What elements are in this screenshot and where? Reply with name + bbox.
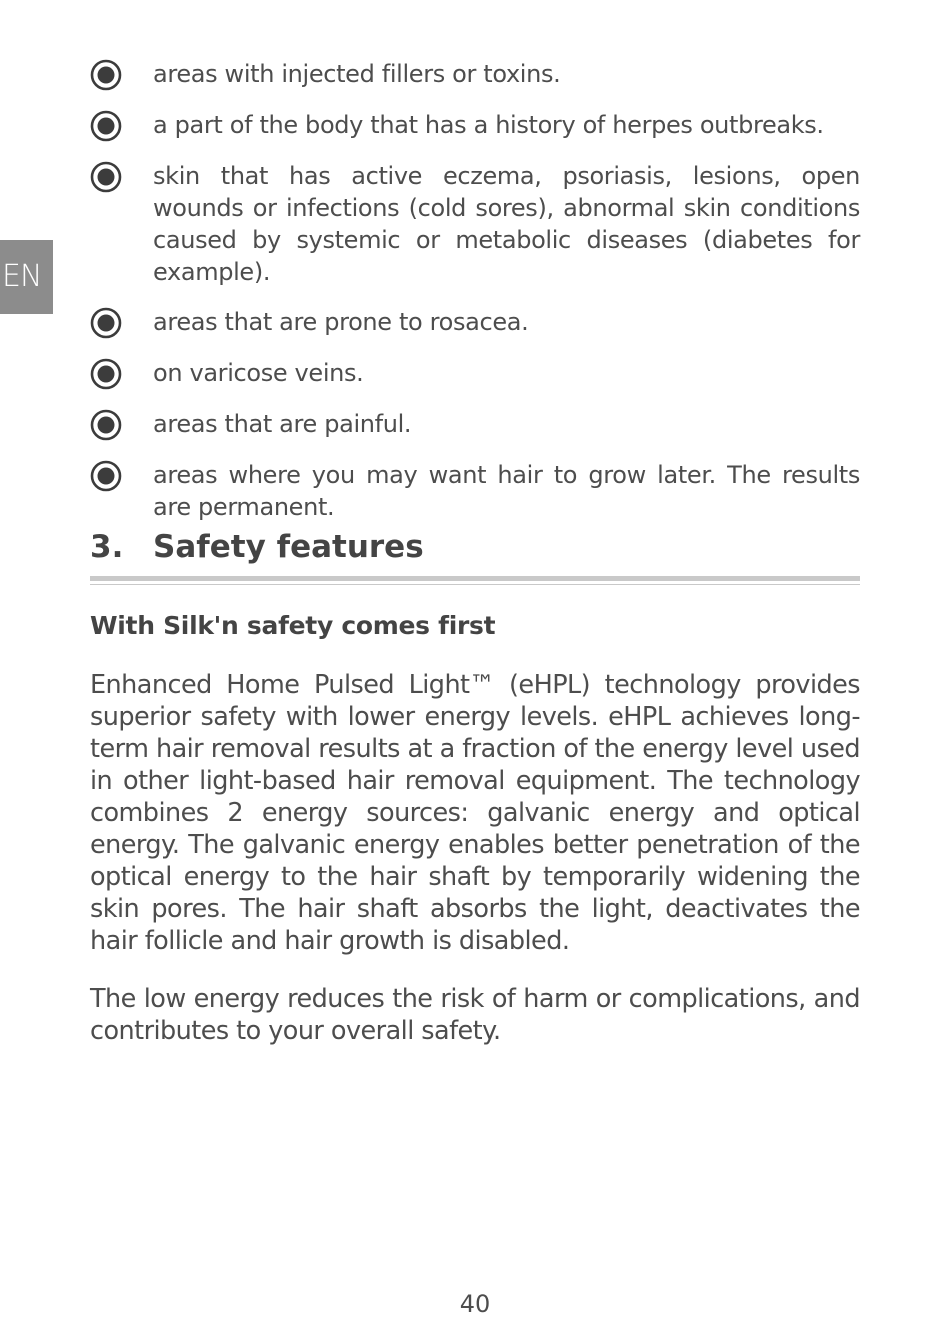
bullet-text: areas where you may want hair to grow later. The results are permanent. — [153, 461, 860, 521]
bullet-text: skin that has active eczema, psoriasis, lesions, open wounds or infections (cold sores), abnormal skin conditions caused by systemic or metabolic diseases (diabetes for example). — [153, 162, 860, 286]
body-paragraph: The low energy reduces the risk of harm or complications, and contributes to your overall safety. — [90, 984, 860, 1046]
list-item — [90, 408, 860, 441]
bullet-text: areas with injected fillers or toxins. — [153, 60, 561, 88]
bullet-list — [90, 58, 860, 541]
bullet-text: areas that are painful. — [153, 410, 412, 438]
bullet-text: a part of the body that has a history of herpes outbreaks. — [153, 111, 824, 139]
page-number: 40 — [459, 1290, 491, 1318]
radio-dot-icon — [90, 110, 122, 142]
list-item — [90, 459, 860, 523]
radio-dot-icon — [90, 307, 122, 339]
body-paragraph: Enhanced Home Pulsed Light™ (eHPL) technology provides superior safety with lower energy levels. eHPL achieves long-term hair removal results at a fraction of the energy level used in other light-based hair removal equipment. The technology combines 2 energy sources: galvanic energy and optical energy. The galvanic energy enables better penetration of the optical energy to the hair shaft by temporarily widening the skin pores. The hair shaft absorbs the light, deactivates the hair follicle and hair growth is disabled. — [90, 670, 860, 956]
subheading: With Silk'n safety comes first — [90, 611, 496, 640]
section-divider-thick — [90, 576, 860, 581]
list-item — [90, 357, 860, 390]
section-title: Safety features — [153, 529, 424, 565]
radio-dot-icon — [90, 409, 122, 441]
list-item — [90, 109, 860, 142]
radio-dot-icon — [90, 460, 122, 492]
list-item — [90, 58, 860, 91]
list-item — [90, 306, 860, 339]
bullet-text: on varicose veins. — [153, 359, 364, 387]
radio-dot-icon — [90, 358, 122, 390]
list-item — [90, 160, 860, 288]
language-tab: EN — [0, 240, 53, 314]
radio-dot-icon — [90, 161, 122, 193]
section-number: 3. — [90, 529, 124, 565]
radio-dot-icon — [90, 59, 122, 91]
section-heading — [90, 524, 860, 570]
section-divider-thin — [90, 584, 860, 585]
bullet-text: areas that are prone to rosacea. — [153, 308, 529, 336]
